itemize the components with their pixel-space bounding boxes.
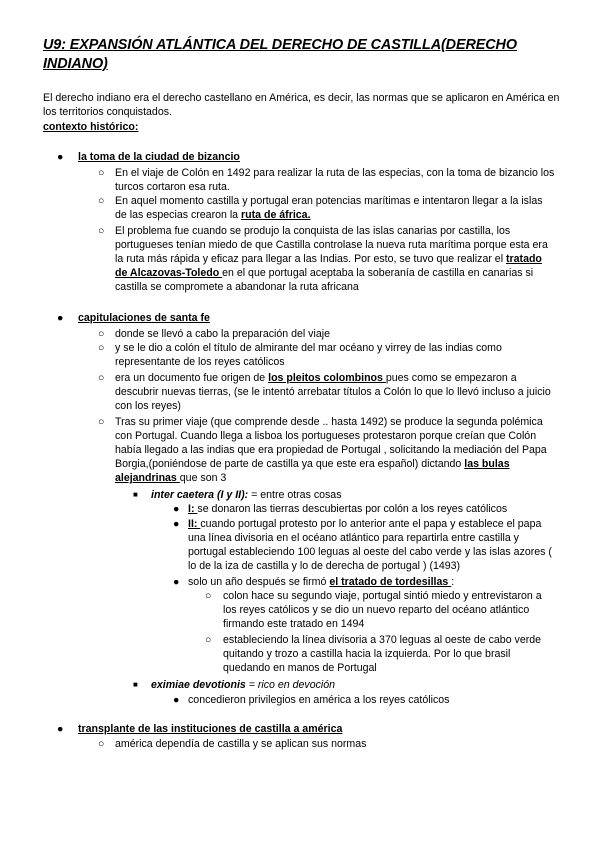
list-item: américa dependía de castilla y se aplican sus normas <box>115 738 367 750</box>
list-item <box>151 488 551 502</box>
term-bula-ii: II: <box>188 518 201 530</box>
item-text: era un documento fue origen de <box>115 372 269 384</box>
square-bullet-icon: ■ <box>133 490 138 499</box>
term-tratado-alcazovas: tratado de Alcazovas-Toledo <box>115 253 542 280</box>
hollow-bullet-icon: ○ <box>98 225 105 237</box>
list-item <box>115 194 555 222</box>
filled-bullet-icon: ● <box>57 151 64 163</box>
list-item <box>188 517 558 573</box>
list-item: colon hace su segundo viaje, portugal sintió miedo y entrevistaron a los reyes católicos y se dio un nuevo reparto del océano atlántico firmando este tratado en 1494 <box>223 590 542 631</box>
filled-bullet-icon: ● <box>173 518 180 530</box>
term-ruta-africa: ruta de áfrica. <box>241 209 311 222</box>
item-text: = rico en devoción <box>245 679 336 691</box>
section-heading-santa-fe: capitulaciones de santa fe <box>78 312 210 324</box>
item-text: que son 3 <box>179 472 227 485</box>
list-item <box>115 371 555 413</box>
item-text: En aquel momento castilla y portugal eran potencias marítimas e intentaron llegar a la islas de las especias crearon la <box>115 195 543 222</box>
list-item: donde se llevó a cabo la preparación del viaje <box>115 328 330 340</box>
hollow-bullet-icon: ○ <box>205 634 212 646</box>
intro-paragraph: El derecho indiano era el derecho castellano en América, es decir, las normas que se aplicaron en América en los territorios conquistados. <box>43 92 560 119</box>
filled-bullet-icon: ● <box>57 723 64 735</box>
list-item: En el viaje de Colón en 1492 para realizar la ruta de las especias, con la toma de bizancio los turcos cortaron esa ruta. <box>115 167 555 194</box>
term-tratado-tordesillas: el tratado de tordesillas <box>329 576 452 588</box>
filled-bullet-icon: ● <box>173 576 180 588</box>
term-eximiae-devotionis: eximiae devotionis <box>151 679 246 691</box>
item-text: El problema fue cuando se produjo la conquista de las islas canarias por castilla, los portugueses tenían miedo de que Castilla controlase la nueva ruta marítima porque esta era la ruta más rápida y eficaz para llegar a las Indias. Por esto, se tuvo que realizar el <box>115 225 548 266</box>
hollow-bullet-icon: ○ <box>98 372 105 384</box>
list-item <box>151 678 551 692</box>
hollow-bullet-icon: ○ <box>98 167 105 179</box>
context-heading: contexto histórico: <box>43 121 139 133</box>
item-text: pues como se empezaron a descubrir nuevas tierras, (se le intentó arrebatar títulos a Colón lo que lo llevó incluso a juicio con los reyes) <box>115 372 551 413</box>
item-text: se donaron las tierras descubiertas por colón a los reyes católicos <box>197 503 508 515</box>
item-text: : <box>451 576 455 588</box>
hollow-bullet-icon: ○ <box>98 342 105 354</box>
hollow-bullet-icon: ○ <box>98 328 105 340</box>
item-text: = entre otras cosas <box>248 489 342 501</box>
section-heading-bizancio: la toma de la ciudad de bizancio <box>78 151 240 163</box>
item-text: solo un año después se firmó <box>188 576 330 588</box>
term-bula-i: I: <box>188 503 198 515</box>
filled-bullet-icon: ● <box>173 694 180 706</box>
item-text: Tras su primer viaje (que comprende desde .. hasta 1492) se produce la segunda polémica con Portugal. Cuando llega a lisboa los portugueses protestaron porque creían que Colón había llegado a las indias que era propiedad de Portugal , solicitando la mediación del Papa Borgia,(poniéndose de parte de castilla ya que este era español) dictando <box>115 416 547 471</box>
term-inter-caetera: inter caetera (I y II): <box>151 489 249 501</box>
list-item: y se le dio a colón el título de almirante del mar océano y virrey de las indias como representante de los reyes católicos <box>115 342 502 369</box>
square-bullet-icon: ■ <box>133 680 138 689</box>
term-bulas-alejandrinas: las bulas alejandrinas <box>115 458 510 485</box>
list-item: estableciendo la línea divisoria a 370 leguas al oeste de cabo verde quitando y trozo a castilla hacia la izquierda. Por lo que brasil quedando en manos de Portugal <box>223 634 542 675</box>
item-text: en el que portugal aceptaba la soberanía de castilla en canarias si castilla se compromete a abandonar la ruta africana <box>115 267 534 294</box>
page-title: U9: EXPANSIÓN ATLÁNTICA DEL DERECHO DE CASTILLA(DERECHO INDIANO) <box>43 37 517 72</box>
list-item <box>115 415 555 485</box>
filled-bullet-icon: ● <box>173 503 180 515</box>
section-heading-transplante: transplante de las instituciones de castilla a américa <box>78 723 343 735</box>
list-item <box>188 502 558 516</box>
hollow-bullet-icon: ○ <box>98 195 105 207</box>
term-pleitos-colombinos: los pleitos colombinos <box>268 372 386 384</box>
item-text: cuando portugal protesto por lo anterior ante el papa y establece el papa una línea divisoria en el océano atlántico para repartirla entre castilla y portugal estableciendo 100 leguas al oeste del cabo verde y las islas azores ( lo de la iza de castilla y lo de derecha de portugal ) (1493) <box>188 518 552 573</box>
filled-bullet-icon: ● <box>57 312 64 324</box>
hollow-bullet-icon: ○ <box>205 590 212 602</box>
hollow-bullet-icon: ○ <box>98 416 105 428</box>
list-item: concedieron privilegios en américa a los reyes católicos <box>188 694 450 706</box>
hollow-bullet-icon: ○ <box>98 738 105 750</box>
list-item <box>188 575 558 589</box>
list-item <box>115 224 555 294</box>
